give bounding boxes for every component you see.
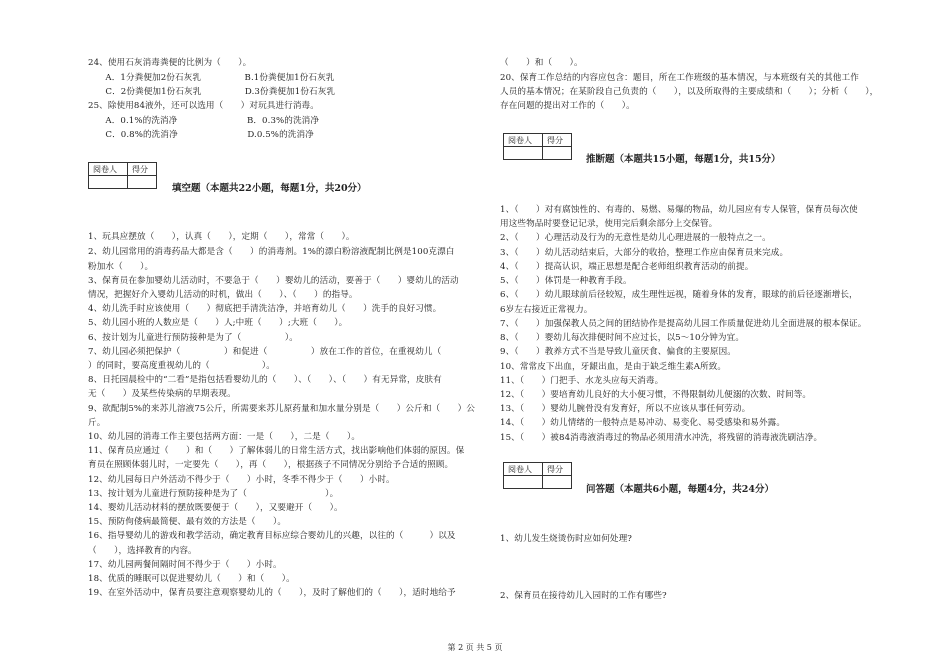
- judgment-item: 3、（ ）幼儿活动结束后，大部分的收拾，整理工作应由保育员来完成。: [500, 248, 789, 258]
- judgment-item: 2、（ ）心理活动及行为的无意性是幼儿心理进展的一般特点之一。: [500, 233, 771, 243]
- fill-item: 5、幼儿园小班的人数应是（ ）人;中班（ ）;大班（ ）。: [88, 318, 348, 328]
- judgment-item: 4、（ ）提高认识，端正思想是配合老师组织教育活动的前提。: [500, 262, 754, 272]
- fill-item-continued: （ ）和（ ）。: [500, 58, 583, 68]
- score-box-qa: [503, 462, 572, 489]
- fill-item: 1、玩具应摆放（ ），认真（ ），定期（ ），常常（ ）。: [88, 232, 355, 242]
- fill-item: 17、幼儿园两餐间隔时间不得少于（ ）小时。: [88, 560, 282, 570]
- fill-item: 15、预防佝偻病最简便、最有效的方法是（ ）。: [88, 517, 287, 527]
- fill-item: 19、在室外活动中，保育员要注意观察婴幼儿的（ ），及时了解他们的（ ），适时地给予: [88, 588, 456, 598]
- question-24: 24、使用石灰消毒粪便的比例为（ ）。: [88, 58, 252, 68]
- fill-item: 7、幼儿园必须把保护（ ）和促进（ ）放在工作的首位，在重视幼儿（: [88, 347, 459, 357]
- score-label: 得分: [543, 463, 572, 476]
- fill-item-20: 20、保育工作总结的内容应包含：题目，所在工作班级的基本情况，与本班级有关的其他工作: [500, 73, 859, 83]
- section-title-fill-blank: 填空题（本题共22小题，每题1分，共20分）: [172, 183, 367, 194]
- fill-item: 斤。: [88, 418, 106, 428]
- judgment-item: 用这些物品时要登记记录，使用完后剩余部分上交保管。: [500, 219, 718, 229]
- judgment-item: 6岁左右接近正常视力。: [500, 305, 593, 315]
- grader-label: 阅卷人: [504, 134, 543, 147]
- judgment-item: 10、常常皮下出血，牙龈出血，是由于缺乏维生素A所致。: [500, 362, 727, 372]
- fill-item-20-line3: 存在问题的提出对工作的（ ）。: [500, 101, 635, 111]
- judgment-item: 1、（ ）对有腐蚀性的、有毒的、易燃、易爆的物品，幼儿园应有专人保管，保育员每次使: [500, 205, 858, 215]
- question-24-options-ab: A．1分粪便加2份石灰乳 B.1份粪便加1份石灰乳: [88, 73, 335, 83]
- fill-item: 10、幼儿园的消毒工作主要包括两方面：一是（ ），二是（ ）。: [88, 432, 361, 442]
- qa-question-1: 1、幼儿发生烧烫伤时应如何处理?: [500, 534, 632, 544]
- qa-question-2: 2、保育员在接待幼儿入园时的工作有哪些?: [500, 591, 667, 601]
- fill-item: 13、按计划为儿童进行预防接种是为了（ ）。: [88, 489, 339, 499]
- fill-item: 粉加水（ ）。: [88, 262, 154, 272]
- judgment-item: 15、（ ）被84消毒液消毒过的物品必须用清水冲洗，将残留的消毒液洗刷洁净。: [500, 433, 823, 443]
- judgment-item: 12、（ ）要培育幼儿良好的大小便习惯，不得限制幼儿便溺的次数、时间等。: [500, 390, 812, 400]
- fill-item: 2、幼儿园常用的消毒药品大都是含（ ）的消毒剂。1%的漂白粉溶液配制比例是100克漂白: [88, 247, 455, 257]
- section-title-judgment: 推断题（本题共15小题，每题1分，共15分）: [586, 154, 781, 165]
- question-25-options-cd: C．0.8%的洗消净 D.0.5%的洗消净: [88, 130, 314, 140]
- judgment-item: 6、（ ）幼儿眼球前后径较短，成生理性远视，随着身体的发育，眼球的前后径逐渐增长，: [500, 290, 858, 300]
- question-25-options-ab: A．0.1%的洗消净 B．0.3%的洗消净: [88, 116, 320, 126]
- page-number: 第 2 页 共 5 页: [447, 643, 503, 652]
- judgment-item: 5、（ ）体罚是一种教育手段。: [500, 276, 632, 286]
- fill-item: 9、欲配制5%的来苏儿溶液75公斤，所需要来苏儿原药量和加水量分别是（ ）公斤和（ ）公: [88, 404, 475, 414]
- score-cell: [543, 147, 572, 160]
- grader-label: 阅卷人: [504, 463, 543, 476]
- fill-item: 14、婴幼儿活动材料的摆放既要便于（ ），又要避开（ ）。: [88, 503, 343, 513]
- fill-item: 无（ ）及某些传染病的早期表现。: [88, 389, 236, 399]
- fill-item: 4、幼儿洗手时应该使用（ ）彻底把手清洗洁净，并培育幼儿（ ）洗手的良好习惯。: [88, 304, 442, 314]
- fill-item-20-line2: 人员的基本情况；在某阶段自己负责的（ ），以及所取得的主要成绩和（ ）；分析（ ），: [500, 87, 879, 97]
- fill-item: ）的同时，要高度重视幼儿的（ ）。: [88, 361, 275, 371]
- score-label: 得分: [543, 134, 572, 147]
- section-title-qa: 问答题（本题共6小题，每题4分，共24分）: [586, 484, 774, 495]
- fill-item: 18、优质的睡眠可以促进婴幼儿（ ）和（ ）。: [88, 574, 295, 584]
- fill-item: （ ），选择教育的内容。: [88, 546, 197, 556]
- question-24-options-cd: C．2份粪便加1份石灰乳 D.3份粪便加1份石灰乳: [88, 87, 336, 97]
- fill-item: 情况，把握好介入婴幼儿活动的时机，做出（ ）、（ ）的指导。: [88, 290, 358, 300]
- judgment-item: 7、（ ）加强保教人员之间的团结协作是提高幼儿园工作质量促进幼儿全面进展的根本保证。: [500, 319, 867, 329]
- grader-cell: [504, 147, 543, 160]
- score-cell: [543, 476, 572, 489]
- judgment-item: 8、（ ）婴幼儿每次排便时间不应过长，以5～10分钟为宜。: [500, 333, 745, 343]
- judgment-item: 13、（ ）婴幼儿腕骨没有发育好，所以不应该从事任何劳动。: [500, 404, 751, 414]
- score-label: 得分: [128, 163, 157, 176]
- fill-item: 16、指导婴幼儿的游戏和教学活动，确定教育目标应综合婴幼儿的兴趣，以往的（ ）以及: [88, 531, 456, 541]
- judgment-item: 14、（ ）幼儿情绪的一般特点是易冲动、易变化、易受感染和易外露。: [500, 418, 786, 428]
- grader-cell: [89, 176, 128, 189]
- grader-label: 阅卷人: [89, 163, 128, 176]
- fill-item: 8、日托园晨检中的“二看”是指包括看婴幼儿的（ ）、（ ）、（ ）有无异常，皮肤有: [88, 375, 442, 385]
- question-25: 25、除使用84液外，还可以选用（ ）对玩具进行消毒。: [88, 101, 319, 111]
- judgment-item: 11、（ ）门把手、水龙头应每天消毒。: [500, 376, 664, 386]
- fill-item: 12、幼儿园每日户外活动不得少于（ ）小时，冬季不得少于（ ）小时。: [88, 475, 395, 485]
- fill-item: 11、保育员应通过（ ）和（ ）了解体弱儿的日常生活方式，找出影响他们体弱的原因。保: [88, 446, 465, 456]
- score-box-judgment: [503, 133, 572, 160]
- fill-item: 育员在照顾体弱儿时，一定要先（ ），再（ ），根据孩子不同情况分别给予合适的照顾。: [88, 460, 454, 470]
- fill-item: 3、保育员在参加婴幼儿活动时，不要急于（ ）婴幼儿的活动，要善于（ ）婴幼儿的活动: [88, 276, 459, 286]
- score-box-fill-blank: [88, 162, 157, 189]
- fill-item: 6、按计划为儿童进行预防接种是为了（ ）。: [88, 333, 298, 343]
- score-cell: [128, 176, 157, 189]
- judgment-item: 9、（ ）教养方式不当是导致儿童厌食、偏食的主要原因。: [500, 347, 736, 357]
- grader-cell: [504, 476, 543, 489]
